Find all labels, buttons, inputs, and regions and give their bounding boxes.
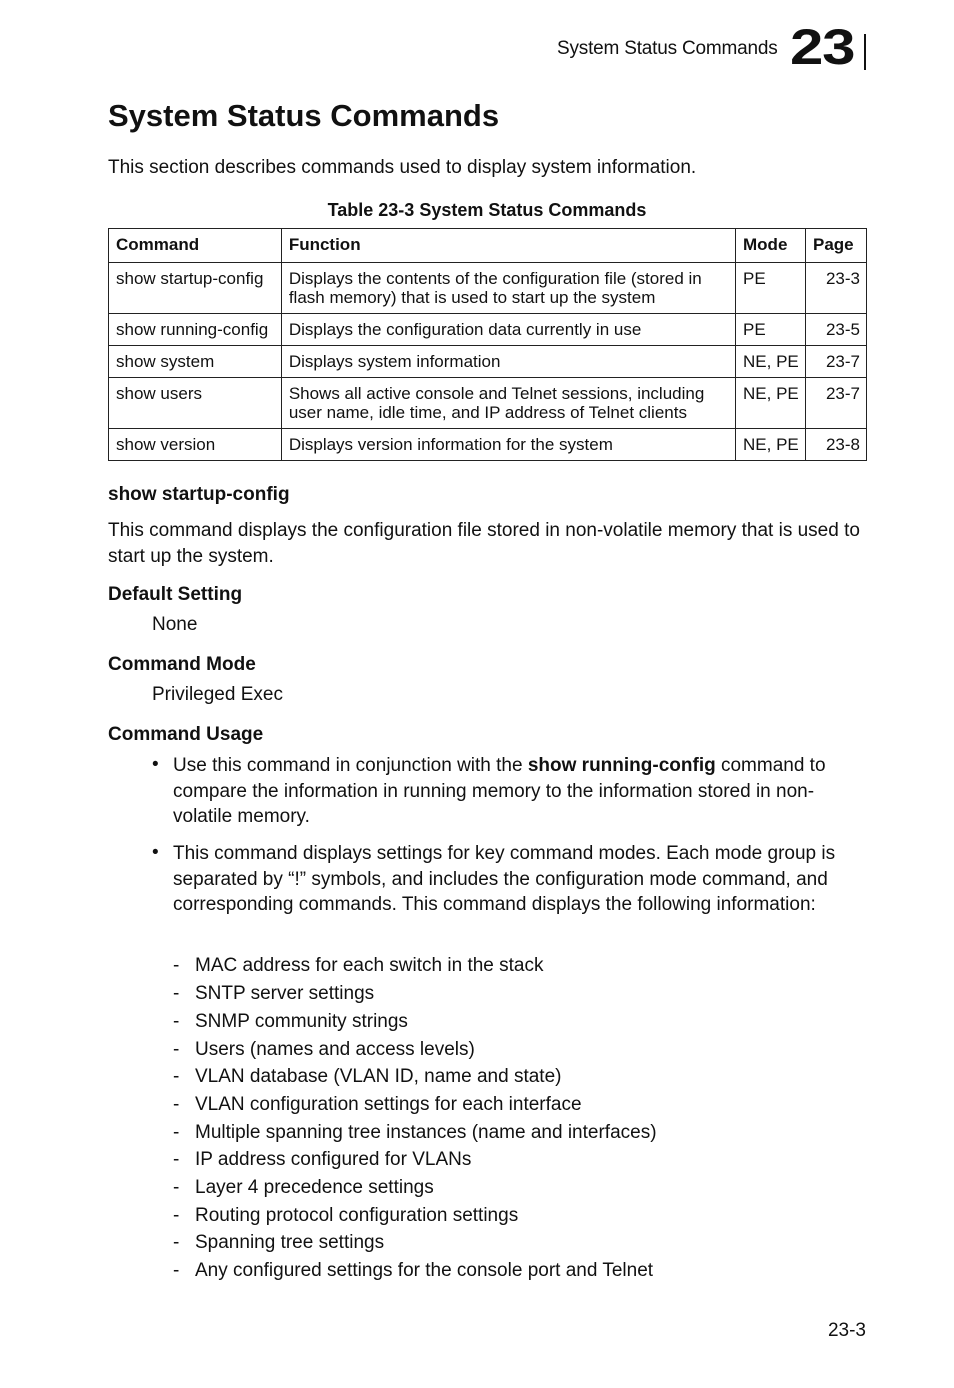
command-cell: show users xyxy=(109,378,282,429)
intro-paragraph: This section describes commands used to display system information. xyxy=(108,157,697,178)
page-number: 23-3 xyxy=(827,1320,866,1341)
usage-text: Use this command in conjunction with the xyxy=(173,755,528,776)
command-reference: show running-config xyxy=(527,755,716,776)
dash-marker: - xyxy=(173,983,180,1004)
list-item: Multiple spanning tree instances (name and interfaces) xyxy=(195,1122,657,1143)
command-cell: show running-config xyxy=(109,314,282,346)
column-header: Function xyxy=(281,229,735,263)
dash-marker: - xyxy=(173,1094,180,1115)
command-usage-heading: Command Usage xyxy=(108,724,264,745)
dash-marker: - xyxy=(173,1232,180,1253)
command-heading: show startup-config xyxy=(108,484,290,505)
function-cell: Shows all active console and Telnet sessions, including user name, idle time, and IP address of Telnet clients xyxy=(281,378,735,429)
header-divider xyxy=(864,34,866,70)
page-cell: 23-7 xyxy=(805,346,866,378)
page-cell: 23-7 xyxy=(805,378,866,429)
usage-text: command to compare the information in running memory to the information stored in non-volatile memory. xyxy=(173,755,826,827)
default-setting-heading: Default Setting xyxy=(108,584,243,605)
chapter-number: 23 xyxy=(790,19,855,75)
page-cell: 23-8 xyxy=(805,429,866,461)
usage-bullet: This command displays settings for key command modes. Each mode group is separated by “!” symbols, and includes the configuration mode command, and corresponding commands. This command displays the following information: xyxy=(173,843,836,915)
column-header: Command xyxy=(109,229,282,263)
dash-marker: - xyxy=(173,1149,180,1170)
mode-cell: PE xyxy=(736,314,806,346)
command-mode-value: Privileged Exec xyxy=(152,684,283,705)
dash-marker: - xyxy=(173,1177,180,1198)
list-item: Spanning tree settings xyxy=(195,1232,385,1253)
table-header-row xyxy=(109,229,867,263)
command-cell: show version xyxy=(109,429,282,461)
table-row xyxy=(109,378,867,429)
column-header: Page xyxy=(805,229,866,263)
function-cell: Displays version information for the system xyxy=(281,429,735,461)
dash-marker: - xyxy=(173,955,180,976)
mode-cell: NE, PE xyxy=(736,346,806,378)
command-description: This command displays the configuration file stored in non-volatile memory that is used to start up the system. xyxy=(108,520,860,567)
list-item: VLAN database (VLAN ID, name and state) xyxy=(195,1066,562,1087)
table-row xyxy=(109,346,867,378)
dash-marker: - xyxy=(173,1011,180,1032)
mode-cell: PE xyxy=(736,263,806,314)
list-item: VLAN configuration settings for each interface xyxy=(195,1094,582,1115)
list-item: SNMP community strings xyxy=(195,1011,408,1032)
commands-table xyxy=(108,228,867,461)
function-cell: Displays system information xyxy=(281,346,735,378)
command-cell: show startup-config xyxy=(109,263,282,314)
dash-marker: - xyxy=(173,1260,180,1281)
page-cell: 23-5 xyxy=(805,314,866,346)
dash-marker: - xyxy=(173,1122,180,1143)
command-mode-heading: Command Mode xyxy=(108,654,256,675)
mode-cell: NE, PE xyxy=(736,429,806,461)
list-item: IP address configured for VLANs xyxy=(195,1149,472,1170)
table-caption: Table 23-3 System Status Commands xyxy=(327,200,647,220)
bullet-marker: • xyxy=(152,754,159,775)
table-row xyxy=(109,314,867,346)
dash-marker: - xyxy=(173,1205,180,1226)
command-cell: show system xyxy=(109,346,282,378)
function-cell: Displays the configuration data currently in use xyxy=(281,314,735,346)
mode-cell: NE, PE xyxy=(736,378,806,429)
running-header-title: System Status Commands xyxy=(557,38,778,59)
table-row xyxy=(109,429,867,461)
bullet-marker: • xyxy=(152,842,159,863)
default-setting-value: None xyxy=(152,614,198,635)
usage-bullet xyxy=(173,753,873,830)
list-item: Layer 4 precedence settings xyxy=(195,1177,434,1198)
list-item: Routing protocol configuration settings xyxy=(195,1205,519,1226)
function-cell: Displays the contents of the configuration file (stored in flash memory) that is used to start up the system xyxy=(281,263,735,314)
list-item: SNTP server settings xyxy=(195,983,375,1004)
list-item: Any configured settings for the console port and Telnet xyxy=(195,1260,654,1281)
page-cell: 23-3 xyxy=(805,263,866,314)
list-item: Users (names and access levels) xyxy=(195,1039,475,1060)
list-item: MAC address for each switch in the stack xyxy=(195,955,544,976)
page-title: System Status Commands xyxy=(108,98,500,133)
column-header: Mode xyxy=(736,229,806,263)
dash-marker: - xyxy=(173,1066,180,1087)
table-row xyxy=(109,263,867,314)
dash-marker: - xyxy=(173,1039,180,1060)
